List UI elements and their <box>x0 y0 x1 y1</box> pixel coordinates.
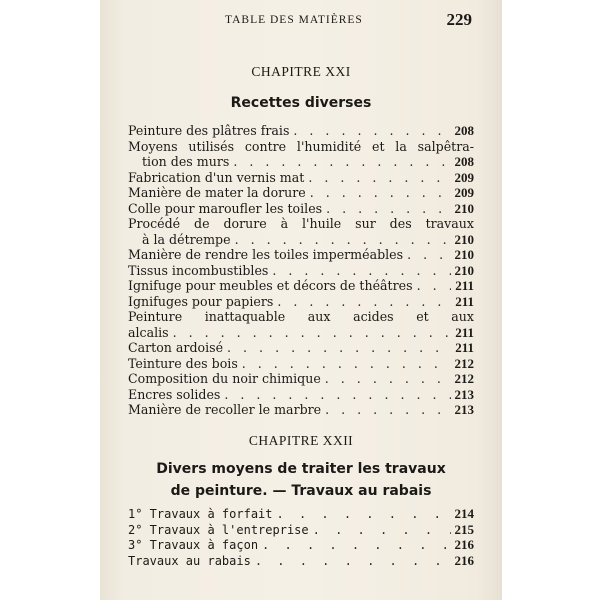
entry-page: 215 <box>454 521 474 537</box>
dot-leader <box>308 170 450 186</box>
entry-label: Ignifuges pour papiers <box>128 293 274 309</box>
dot-leader <box>224 387 450 403</box>
entry-label: Ignifuge pour meubles et décors de théâtres <box>128 278 413 293</box>
entry-label-continued: alcalis <box>128 324 169 340</box>
dot-leader <box>407 247 450 263</box>
entry-page: 213 <box>454 402 474 417</box>
toc-entry <box>128 522 474 538</box>
dot-leader <box>325 402 450 418</box>
dot-leader <box>242 356 451 372</box>
dot-leader <box>417 278 452 294</box>
chapter-heading: CHAPITRE XXI <box>251 64 351 79</box>
entry-page: 210 <box>454 231 474 247</box>
toc-entry <box>128 387 474 403</box>
entry-label: Manière de mater la dorure <box>128 185 306 200</box>
entry-page: 209 <box>454 169 474 185</box>
toc-entry <box>128 506 474 522</box>
dot-leader <box>255 554 451 570</box>
entry-label-continued: tion des murs <box>142 154 230 169</box>
toc-entry <box>128 263 474 279</box>
entry-label-continued: à la détrempe <box>142 231 231 247</box>
toc-entry <box>128 139 474 170</box>
toc-list <box>128 506 474 568</box>
entry-label: Composition du noir chimique <box>128 371 321 386</box>
toc-entry <box>128 170 474 186</box>
dot-leader <box>277 294 451 310</box>
entry-page: 212 <box>454 371 474 386</box>
entry-page: 216 <box>454 537 474 552</box>
entry-label: Manière de rendre les toiles imperméables <box>128 247 404 262</box>
running-title: TABLE DES MATIÈRES <box>225 14 363 26</box>
entry-label: Carton ardoisé <box>128 340 224 355</box>
entry-label: Encres solides <box>128 386 221 402</box>
toc-entry <box>128 123 474 139</box>
toc-entry <box>128 340 474 356</box>
toc-entry <box>128 294 474 310</box>
entry-label: Moyens utilisés contre l'humidité et la salpêtra- <box>128 138 474 154</box>
toc-entry <box>128 278 474 294</box>
dot-leader <box>262 538 450 554</box>
toc-entry <box>128 537 474 553</box>
dot-leader <box>277 507 451 523</box>
dot-leader <box>325 371 451 387</box>
toc-entry <box>128 185 474 201</box>
entry-label: 3° Travaux à façon <box>128 538 259 552</box>
toc-entry <box>128 247 474 263</box>
toc-entry <box>128 402 474 418</box>
entry-page: 211 <box>455 340 474 355</box>
chapter-title: Recettes diverses <box>230 95 372 111</box>
dot-leader <box>310 185 451 201</box>
entry-label: Fabrication d'un vernis mat <box>128 169 305 185</box>
book-page <box>100 0 502 600</box>
toc-entry <box>128 216 474 247</box>
entry-page: 210 <box>454 262 474 278</box>
entry-label: Manière de recoller le marbre <box>128 402 322 417</box>
dot-leader <box>313 523 451 539</box>
dot-leader <box>272 263 450 279</box>
dot-leader <box>233 154 450 170</box>
entry-page: 208 <box>454 123 474 138</box>
entry-page: 212 <box>454 355 474 371</box>
toc-entry <box>128 201 474 217</box>
entry-page: 208 <box>454 154 474 169</box>
dot-leader <box>326 201 450 217</box>
entry-page: 216 <box>454 552 474 568</box>
entry-page: 211 <box>455 293 474 309</box>
entry-label: 1° Travaux à forfait <box>128 507 273 521</box>
entry-label: Tissus incombustibles <box>128 262 269 278</box>
toc-entry <box>128 356 474 372</box>
chapter-heading: CHAPITRE XXII <box>248 433 354 448</box>
dot-leader <box>173 325 452 341</box>
chapter-title-line: de peinture. — Travaux au rabais <box>170 483 432 499</box>
dot-leader <box>227 340 451 356</box>
dot-leader <box>235 232 451 248</box>
entry-label: Colle pour maroufler les toiles <box>128 200 323 216</box>
entry-label: Teinture des bois <box>128 355 238 371</box>
entry-label: Travaux au rabais <box>128 553 251 568</box>
toc-entry <box>128 309 474 340</box>
entry-page: 209 <box>454 185 474 200</box>
entry-page: 214 <box>454 506 474 521</box>
toc-list <box>128 123 474 418</box>
entry-page: 210 <box>454 247 474 262</box>
entry-label: Peinture des plâtres frais <box>128 123 290 138</box>
entry-label: Peinture inattaquable aux acides et aux <box>128 309 474 324</box>
chapter-title-line: Divers moyens de traiter les travaux <box>156 461 446 477</box>
entry-label: Procédé de dorure à l'huile sur des travaux <box>128 216 474 231</box>
toc-entry <box>128 553 474 569</box>
dot-leader <box>293 123 450 139</box>
entry-page: 211 <box>455 324 474 340</box>
entry-page: 213 <box>454 386 474 402</box>
page-number: 229 <box>446 10 472 29</box>
entry-page: 211 <box>455 278 474 293</box>
entry-page: 210 <box>454 200 474 216</box>
entry-label: 2° Travaux à l'entreprise <box>128 522 309 537</box>
toc-entry <box>128 371 474 387</box>
